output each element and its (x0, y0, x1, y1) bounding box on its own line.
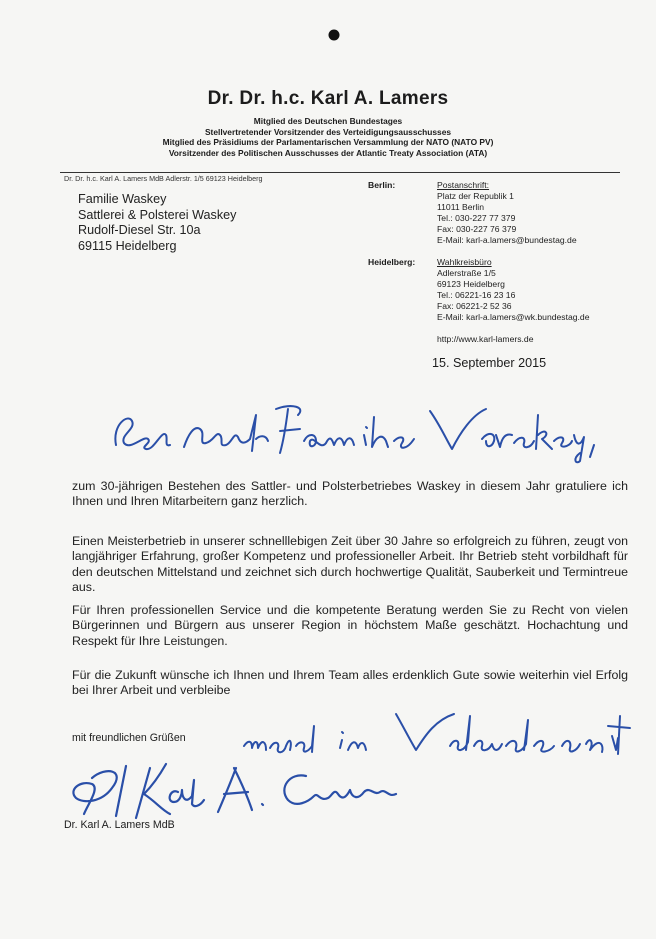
body-paragraph: Einen Meisterbetrieb in unserer schnelllebigen Zeit über 30 Jahre so erfolgreich zu führen, zeugt von langjähriger Erfahrung, großer Kompetenz und professioneller Arbeit. Ihr Betrieb steht vorbildhaft für den deutschen Mittelstand und zeichnet sich durch hochwertige Qualität, Sauberkeit und Termintreue aus. (72, 534, 628, 595)
body-paragraph: zum 30-jährigen Bestehen des Sattler- und Polsterbetriebes Waskey in diesem Jahr gratuliere ich Ihnen und Ihren Mitarbeitern ganz herzlich. (72, 479, 628, 509)
signature (66, 758, 426, 828)
closing-phrase: mit freundlichen Grüßen (72, 732, 186, 744)
website-url: http://www.karl-lamers.de (437, 334, 534, 344)
closing-handwritten-text: und in Verbundenheit (240, 706, 250, 707)
berlin-line: Tel.: 030-227 77 379 (437, 213, 516, 223)
heidelberg-line: 69123 Heidelberg (437, 279, 505, 289)
salutation-text: Sehr geehrte Familie Waskey, (110, 395, 124, 396)
berlin-line: 11011 Berlin (437, 202, 484, 212)
header-divider (60, 172, 620, 173)
berlin-line: E-Mail: karl-a.lamers@bundestag.de (437, 235, 577, 245)
recipient-line: Familie Waskey (78, 192, 167, 206)
heidelberg-line: Adlerstraße 1/5 (437, 268, 496, 278)
role-line: Vorsitzender des Politischen Ausschusses der Atlantic Treaty Association (ATA) (168, 147, 488, 158)
federal-eagle-icon (300, 26, 368, 82)
berlin-address (437, 180, 577, 246)
role-line: Mitglied des Deutschen Bundestages (253, 116, 403, 126)
signature-text: Dr. Karl A. Lamers (66, 758, 75, 759)
role-line: Mitglied des Präsidiums der Parlamentarischen Versammlung der NATO (NATO PV) (162, 137, 494, 148)
heidelberg-line: E-Mail: karl-a.lamers@wk.bundestag.de (437, 312, 590, 322)
heidelberg-line: Fax: 06221-2 52 36 (437, 301, 512, 311)
berlin-line: Fax: 030-227 76 379 (437, 224, 517, 234)
recipient-line: Rudolf-Diesel Str. 10a (78, 223, 201, 238)
recipient-line: 69115 Heidelberg (78, 238, 177, 253)
recipient-address (78, 192, 236, 254)
recipient-line: Sattlerei & Polsterei Waskey (78, 207, 237, 222)
sender-return-address: Dr. Dr. h.c. Karl A. Lamers MdB Adlerstr. 1/5 69123 Heidelberg (64, 174, 263, 183)
body-paragraph: Für Ihren professionellen Service und die kompetente Beratung werden Sie zu Recht von vielen Bürgerinnen und Bürgern aus unserer Region in höchstem Maße geschätzt. Hochachtung und Respekt für Ihre Leistungen. (72, 603, 628, 648)
role-line: Stellvertretender Vorsitzender des Verteidigungsausschusses (204, 126, 452, 137)
letter-date: 15. September 2015 (432, 356, 547, 370)
handwritten-closing (240, 706, 640, 766)
letterhead-name: Dr. Dr. h.c. Karl A. Lamers (207, 88, 449, 109)
letterhead-roles (0, 116, 656, 158)
berlin-heading: Postanschrift: (437, 180, 490, 190)
heidelberg-address (437, 257, 590, 323)
heidelberg-line: Tel.: 06221-16 23 16 (437, 290, 516, 300)
heidelberg-heading: Wahlkreisbüro (437, 257, 492, 267)
heidelberg-label: Heidelberg: (368, 257, 416, 267)
berlin-line: Platz der Republik 1 (437, 191, 514, 201)
body-paragraph: Für die Zukunft wünsche ich Ihnen und Ihrem Team alles erdenklich Gute sowie weiterhin viel Erfolg bei Ihrer Arbeit und verbleibe (72, 668, 628, 698)
handwritten-salutation (110, 395, 600, 465)
berlin-label: Berlin: (368, 180, 396, 190)
signature-name: Dr. Karl A. Lamers MdB (64, 819, 175, 831)
